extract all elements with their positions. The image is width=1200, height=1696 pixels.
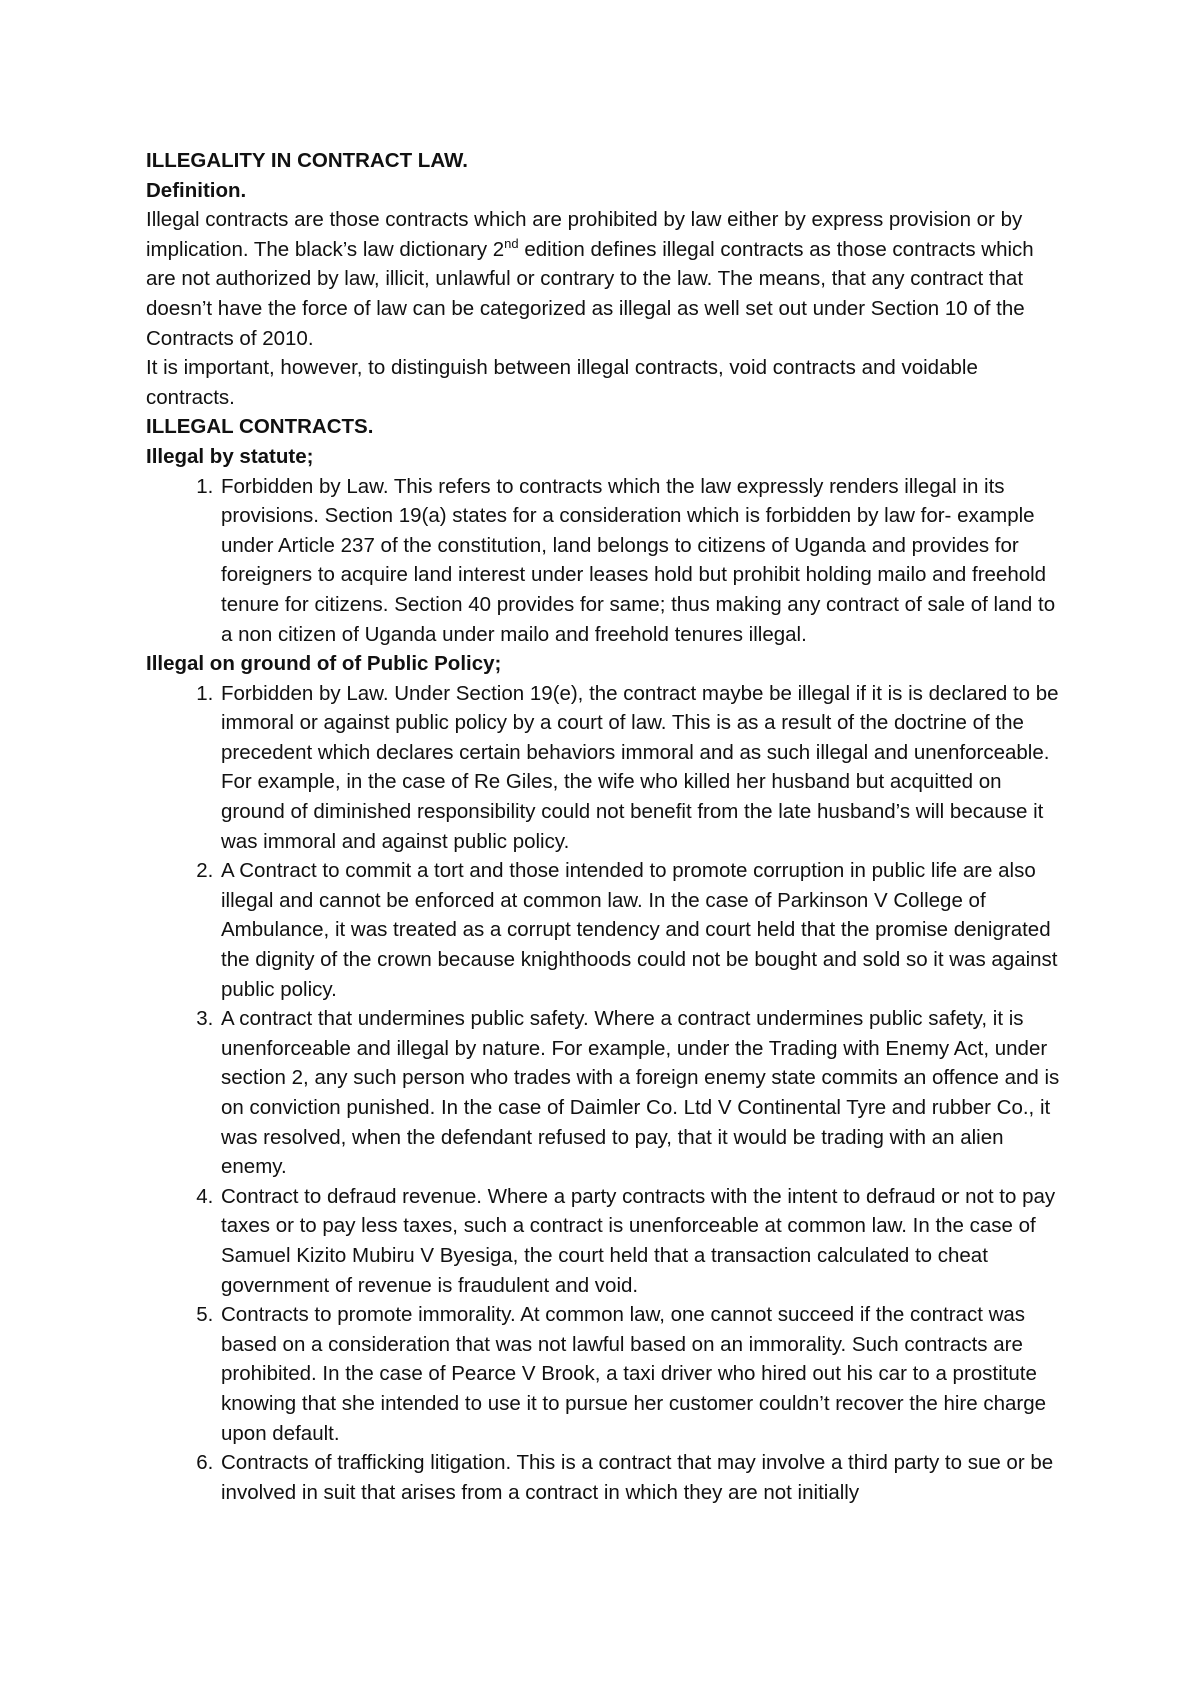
superscript-nd: nd xyxy=(504,235,519,251)
distinguish-paragraph: It is important, however, to distinguish between illegal contracts, void contracts and voidable contracts. xyxy=(146,356,978,409)
document-title: ILLEGALITY IN CONTRACT LAW. xyxy=(146,149,468,172)
definition-heading: Definition. xyxy=(146,178,247,202)
policy-list-item: 5. Contracts to promote immorality. At common law, one cannot succeed if the contract was based on a consideration that was not lawful based on an immorality. Such contracts are prohibited. In the case of Pearce V Brook, a taxi driver who hired out his car to a prostitute knowing that she intended to use it to pursue her customer couldn’t recover the hire charge upon default. xyxy=(219,1300,1066,1448)
public-policy-heading: Illegal on ground of of Public Policy; xyxy=(146,652,502,676)
illegal-contracts-heading: ILLEGAL CONTRACTS. xyxy=(146,415,374,439)
statute-heading: Illegal by statute; xyxy=(146,444,314,468)
definition-text-part1: Illegal contracts are those contracts which are prohibited by law either by express provision or by implication. The black’s law dictionary 2 xyxy=(146,208,1023,261)
definition-text-part2: edition defines illegal contracts as those contracts which are not authorized by law, illicit, unlawful or contrary to the law. The means, that any contract that doesn’t have the force of law can be categorized as illegal as well set out under Section 10 of the Contracts of 2010. xyxy=(146,237,1034,350)
definition-paragraph xyxy=(146,205,1066,353)
policy-list-item: 3. A contract that undermines public safety. Where a contract undermines public safety, it is unenforceable and illegal by nature. For example, under the Trading with Enemy Act, under section 2, any such person who trades with a foreign enemy state commits an offence and is on conviction punished. In the case of Daimler Co. Ltd V Continental Tyre and rubber Co., it was resolved, when the defendant refused to pay, that it would be trading with an alien enemy. xyxy=(219,1004,1066,1182)
public-policy-list xyxy=(146,679,1066,1508)
policy-list-item: 2. A Contract to commit a tort and those intended to promote corruption in public life are also illegal and cannot be enforced at common law. In the case of Parkinson V College of Ambulance, it was treated as a corrupt tendency and court held that the promise denigrated the dignity of the crown because knighthoods could not be bought and sold so it was against public policy. xyxy=(219,856,1066,1004)
document-body xyxy=(146,146,1066,1507)
statute-list-item: 1. Forbidden by Law. This refers to contracts which the law expressly renders illegal in its provisions. Section 19(a) states for a consideration which is forbidden by law for- example under Article 237 of the constitution, land belongs to citizens of Uganda and provides for foreigners to acquire land interest under leases hold but prohibit holding mailo and freehold tenure for citizens. Section 40 provides for same; thus making any contract of sale of land to a non citizen of Uganda under mailo and freehold tenures illegal. xyxy=(219,472,1066,650)
policy-list-item: 6. Contracts of trafficking litigation. This is a contract that may involve a third party to sue or be involved in suit that arises from a contract in which they are not initially xyxy=(219,1448,1066,1507)
policy-list-item: 4. Contract to defraud revenue. Where a party contracts with the intent to defraud or not to pay taxes or to pay less taxes, such a contract is unenforceable at common law. In the case of Samuel Kizito Mubiru V Byesiga, the court held that a transaction calculated to cheat government of revenue is fraudulent and void. xyxy=(219,1182,1066,1300)
policy-list-item: 1. Forbidden by Law. Under Section 19(e), the contract maybe be illegal if it is is declared to be immoral or against public policy by a court of law. This is as a result of the doctrine of the precedent which declares certain behaviors immoral and as such illegal and unenforceable. For example, in the case of Re Giles, the wife who killed her husband but acquitted on ground of diminished responsibility could not benefit from the late husband’s will because it was immoral and against public policy. xyxy=(219,679,1066,857)
statute-list xyxy=(146,472,1066,650)
